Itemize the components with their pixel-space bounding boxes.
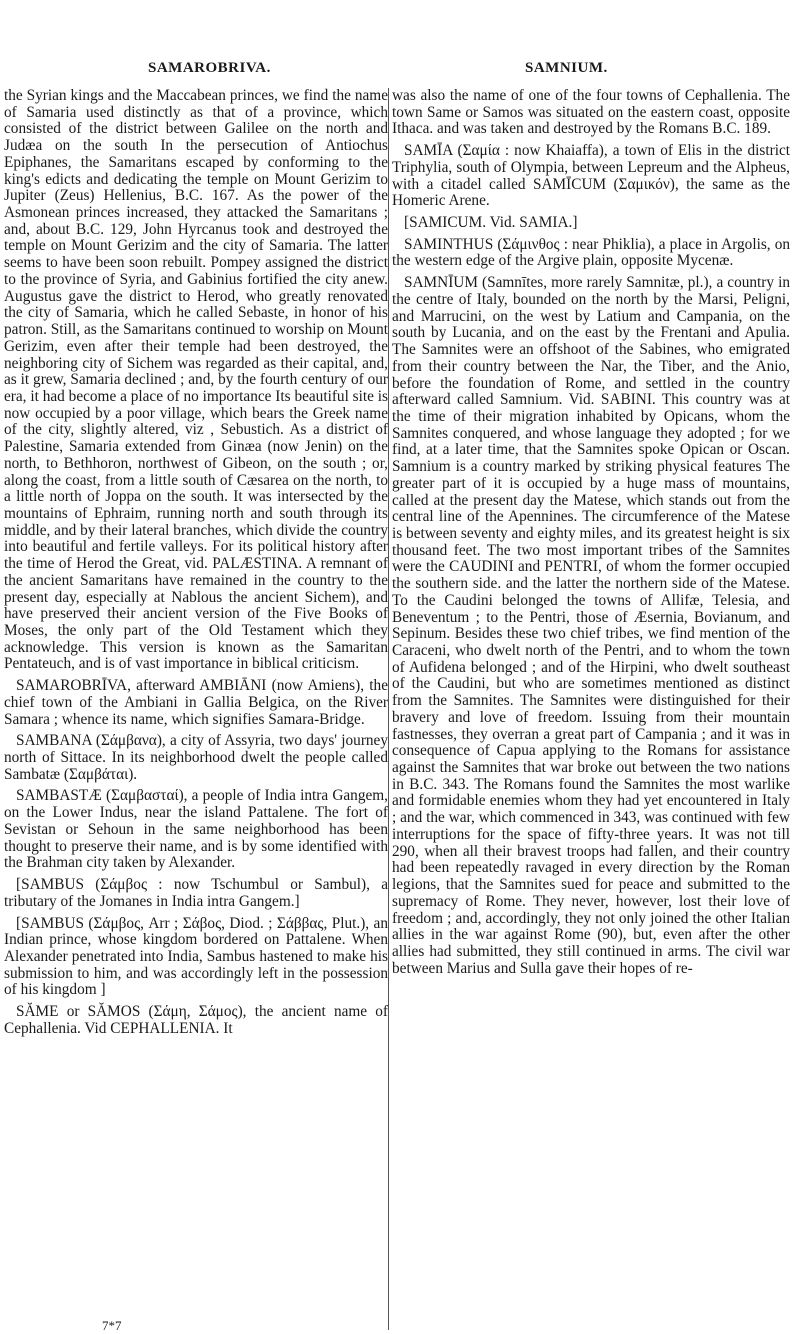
entry-samicum: [SAMICUM. Vid. SAMIA.] <box>404 214 578 232</box>
running-head-left: SAMAROBRIVA. <box>148 60 271 76</box>
column-divider <box>388 88 389 1330</box>
running-head-right: SAMNIUM. <box>525 60 608 76</box>
page-folio: 7*7 <box>102 1318 122 1333</box>
entry-samia: SAMĪA (Σαμία : now Khaiaffa), a town of Elis in the district Triphylia, south of Olympia, between Lepreum and the Alpheus, with a citadel called SAMĪCUM (Σαμικόν), the same as the Homeric Arene. <box>392 142 790 210</box>
left-column <box>4 88 388 1043</box>
entry-sambus-prince: [SAMBUS (Σάμβος, Arr ; Σάβος, Diod. ; Σάββας, Plut.), an Indian prince, whose kingdom bordered on Pattalene. When Alexander penetrated into India, Sambus hastened to make his submission to him, and was accordingly left in the possession of his kingdom ] <box>4 914 388 999</box>
entry-sambus-river: [SAMBUS (Σάμβος : now Tschumbul or Sambul), a tributary of the Jomanes in India intra Gangem.] <box>4 876 388 910</box>
entry-saminthus: SAMINTHUS (Σάμινθος : near Phiklia), a place in Argolis, on the western edge of the Argive plain, opposite Mycenæ. <box>392 235 790 270</box>
entry-sambana: SAMBANA (Σάμβανα), a city of Assyria, two days' journey north of Sittace. In its neighborhood dwelt the people called Sambatæ (Σαμβάται). <box>4 732 388 783</box>
right-column <box>392 88 790 982</box>
entry-samnium: SAMNĪUM (Samnītes, more rarely Samnitæ, pl.), a country in the centre of Italy, bounded on the north by the Marsi, Peligni, and Marrucini, on the west by Latium and Campania, on the south by Lucania, and on the east by the Frentani and Apulia. The Samnites were an offshoot of the Sabines, who emigrated from their country between the Nar, the Tiber, and the Anio, before the foundation of Rome, and settled in the country afterward called Samnium. Vid. SABINI. This country was at the time of their migration inhabited by Opicans, whom the Samnites conquered, and whose language they adopted ; for we find, at a later time, that the Samnites spoke Opican or Oscan. Samnium is a country marked by striking physical features The greater part of it is occupied by a huge mass of mountains, called at the present day the Matese, which stands out from the central line of the Apennines. The circumference of the Matese is between seventy and eighty miles, and its greatest height is six thousand feet. The two most important tribes of the Samnites were the CAUDINI and PENTRI, of whom the former occupied the southern side. and the latter the northern side of the Matese. To the Caudini belonged the towns of Allifæ, Telesia, and Beneventum ; to the Pentri, those of Æsernia, Bovianum, and Sepinum. Besides these two chief tribes, we find mention of the Caraceni, who dwelt north of the Pentri, and to whom the town of Aufidena belonged ; and of the Hirpini, who dwelt southeast of the Caudini, but who are sometimes mentioned as distinct from the Samnites. The Samnites were distinguished for their bravery and love of freedom. Issuing from their mountain fastnesses, they overran a great part of Campania ; and it was in consequence of Capua applying to the Romans for assistance against the Samnites that war broke out between the two nations in B.C. 343. The Romans found the Samnites the most warlike and formidable enemies whom they had yet encountered in Italy ; and the war, which commenced in 343, was continued with few interruptions for the space of fifty-three years. It was not till 290, when all their bravest troops had fallen, and their country had been repeatedly ravaged in every direction by the Roman legions, that the Samnites sued for peace and submitted to the supremacy of Rome. They never, however, lost their love of freedom ; and, accordingly, they not only joined the other Italian allies in the war against Rome (90), but, even after the other allies had submitted, they still continued in arms. The civil war between Marius and Sulla gave their hopes of re- <box>392 274 790 977</box>
paragraph-samaria-continued: the Syrian kings and the Maccabean princes, we find the name of Samaria used distinctly as that of a province, which consisted of the district between Galilee on the north and Judæa on the south In the persecution of Antiochus Epiphanes, the Samaritans escaped by conforming to the king's edicts and dedicating the temple on Mount Gerizim to Jupiter (Zeus) Hellenius, B.C. 167. As the power of the Asmonean princes increased, they attacked the Samaritans ; and, about B.C. 129, John Hyrcanus took and destroyed the temple on Mount Gerizim and the city of Samaria. The latter seems to have been soon rebuilt. Pompey assigned the district to the province of Syria, and Gabinius fortified the city anew. Augustus gave the district to Herod, who greatly renovated the city of Samaria, which he called Sebaste, in honor of his patron. Still, as the Samaritans continued to worship on Mount Gerizim, even after their temple had been destroyed, the neighboring city of Sichem was regarded as their capital, and, as it grew, Samaria declined ; and, by the fourth century of our era, it had become a place of no importance Its beautiful site is now occupied by a poor village, which bears the Greek name of the city, slightly altered, viz , Sebustich. As a district of Palestine, Samaria extended from Ginæa (now Jenin) on the north, to Bethhoron, northwest of Gibeon, on the south ; or, along the coast, from a little south of Cæsarea on the north, to a little north of Joppa on the south. It was intersected by the mountains of Ephraim, running north and south through its middle, and by their lateral branches, which divide the country into beautiful and fertile valleys. For its political history after the time of Herod the Great, vid. PALÆSTINA. A remnant of the ancient Samaritans have remained in the country to the present day, especially at Nablous the ancient Sichem), and have preserved their ancient version of the Five Books of Moses, the only part of the Old Testament which they acknowledge. This version is known as the Samaritan Pentateuch, and is of vast importance in biblical criticism. <box>4 87 388 673</box>
entry-same: SĂME or SĂMOS (Σάμη, Σάμος), the ancient name of Cephallenia. Vid CEPHALLENIA. It <box>4 1003 388 1037</box>
paragraph-same-continued: was also the name of one of the four towns of Cephallenia. The town Same or Samos was situated on the eastern coast, opposite Ithaca. and was taken and destroyed by the Romans B.C. 189. <box>392 87 790 138</box>
entry-sambastae: SAMBASTÆ (Σαμβασταί), a people of India intra Gangem, on the Lower Indus, near the island Pattalene. The fort of Sevistan or Sehoun in the same neighborhood has been thought to preserve their name, and is by some identified with the Brahman city taken by Alexander. <box>4 787 388 872</box>
entry-samarobriva: SAMAROBRĪVA, afterward AMBIĀNI (now Amiens), the chief town of the Ambiani in Gallia Belgica, on the River Samara ; whence its name, which signifies Samara-Bridge. <box>4 677 388 728</box>
